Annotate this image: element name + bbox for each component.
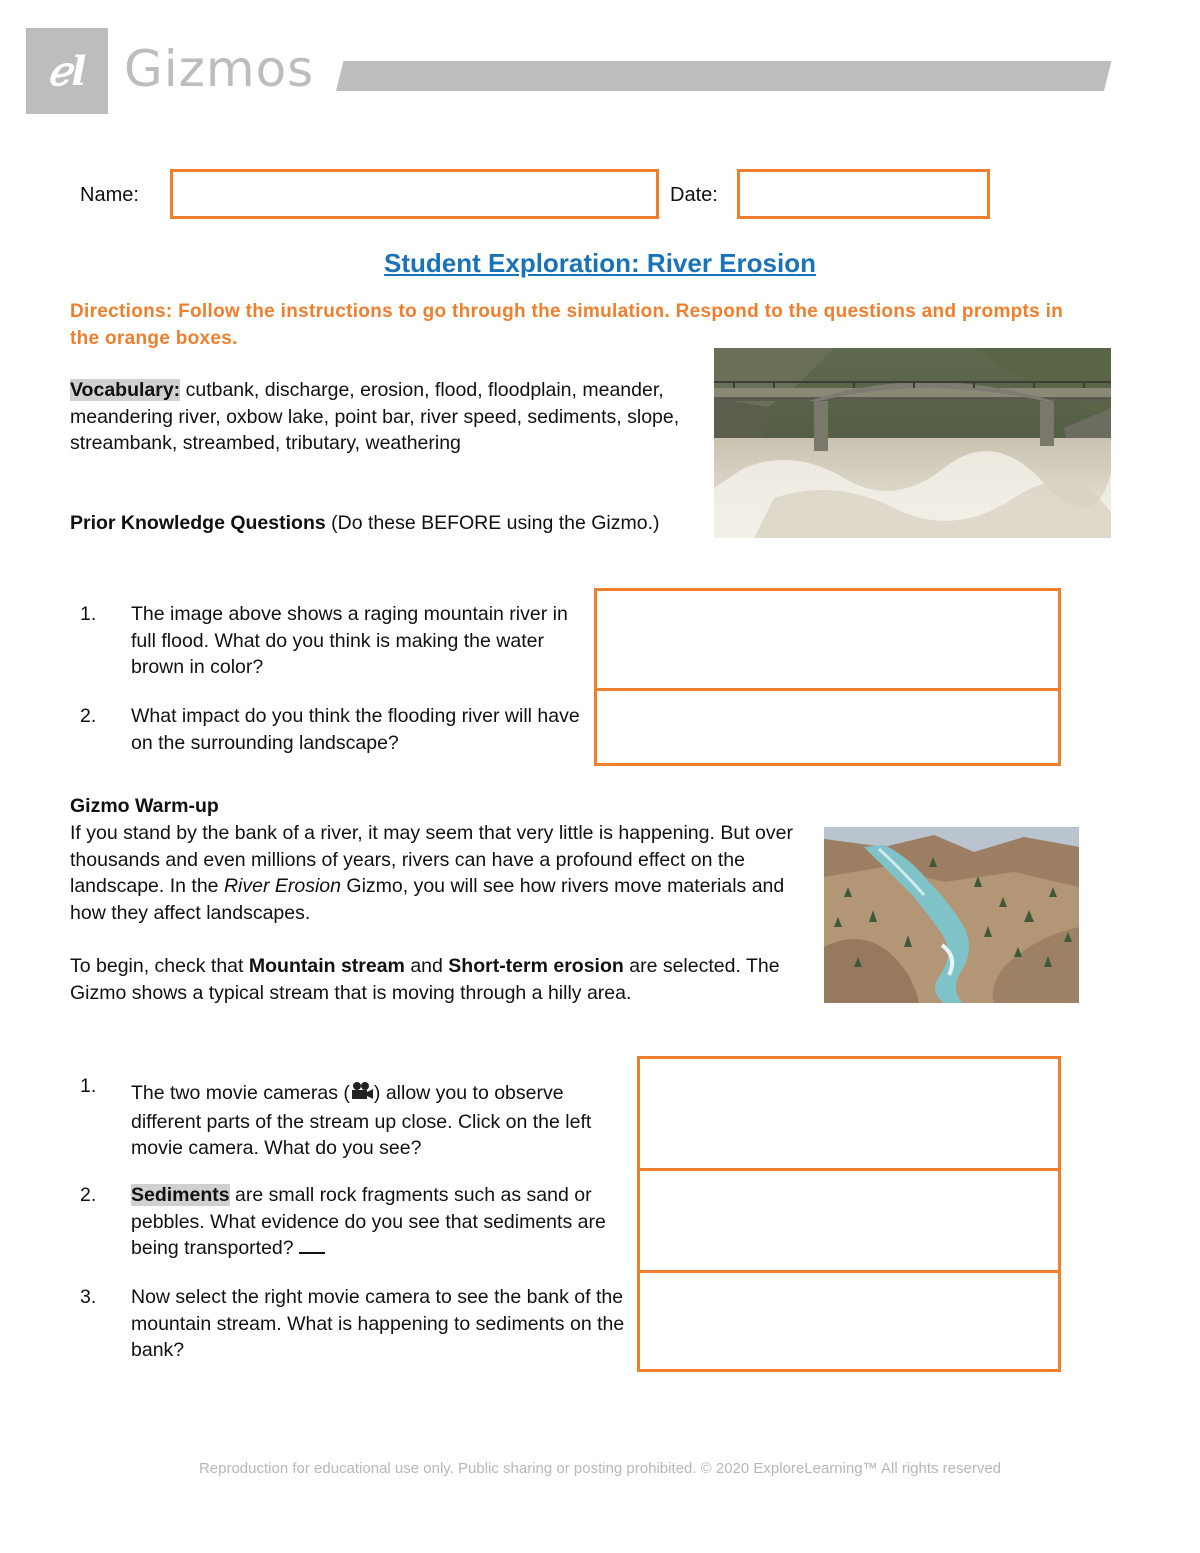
warmup-p2-bold-1: Mountain stream — [248, 955, 405, 977]
warmup-answer-1-box[interactable] — [637, 1056, 1061, 1172]
prior-knowledge-title: Prior Knowledge Questions — [70, 512, 326, 534]
warmup-p1-italic: River Erosion — [223, 875, 341, 897]
vocabulary-label: Vocabulary: — [70, 379, 181, 401]
explorelearning-logo-icon: ℯl — [47, 47, 87, 95]
warmup-question-3-text: Now select the right movie camera to see the bank of the mountain stream. What is happening to sediments on the bank? — [131, 1286, 625, 1361]
page-title: Student Exploration: River Erosion — [384, 248, 816, 278]
warmup-question-1-number: 1. — [80, 1075, 97, 1097]
mountain-stream-gizmo-image — [824, 827, 1079, 1003]
brand-name: Gizmos — [124, 40, 315, 98]
name-label: Name: — [80, 184, 139, 206]
warmup-p2-bold-2: Short-term erosion — [448, 955, 624, 977]
sediments-term: Sediments — [131, 1184, 230, 1206]
warmup-paragraph-1 — [70, 820, 800, 926]
warmup-p2-text-b: are selected. The Gizmo shows a typical stream that is moving through a hilly area. — [70, 955, 780, 1004]
pk-answer-2-box[interactable] — [594, 688, 1061, 766]
vocabulary-terms: cutbank, discharge, erosion, flood, floodplain, meander, meandering river, oxbow lake, point bar, river speed, sediments, slope, streambank, streambed, tributary, weathering — [70, 379, 680, 454]
flooding-river-bridge-photo — [714, 348, 1111, 538]
warmup-q2-text: are small rock fragments such as sand or pebbles. What evidence do you see that sediments are being transported? — [131, 1184, 606, 1259]
warmup-question-1-text — [131, 1080, 621, 1162]
answer-blank — [299, 1238, 325, 1254]
prior-knowledge-heading — [70, 510, 680, 537]
pk-answer-1-box[interactable] — [594, 588, 1061, 691]
footer-copyright: Reproduction for educational use only. Public sharing or posting prohibited. © 2020 ExploreLearning™ All rights reserved — [198, 1460, 1002, 1477]
prior-knowledge-note: (Do these BEFORE using the Gizmo.) — [325, 512, 660, 534]
warmup-q1-text-b: ) allow you to observe different parts of the stream up close. Click on the left movie camera. What do you see? — [131, 1082, 592, 1159]
pk-question-1-number: 1. — [80, 603, 97, 625]
warmup-p1-text-b: Gizmo, you will see how rivers move materials and how they affect landscapes. — [70, 875, 785, 924]
pk-question-2-text: What impact do you think the flooding river will have on the surrounding landscape? — [131, 705, 580, 754]
pk-question-1-text: The image above shows a raging mountain river in full flood. What do you think is making the water brown in color? — [131, 603, 568, 678]
warmup-heading: Gizmo Warm-up — [70, 795, 219, 817]
warmup-question-2-text — [131, 1182, 626, 1262]
warmup-question-2-number: 2. — [80, 1184, 97, 1206]
header-bar — [336, 61, 1111, 91]
warmup-paragraph-2 — [70, 953, 790, 1006]
warmup-question-3-number: 3. — [80, 1286, 97, 1308]
date-field[interactable] — [737, 169, 990, 219]
directions-text: Directions: Follow the instructions to go through the simulation. Respond to the questions and prompts in the orange boxes. — [70, 301, 1064, 349]
warmup-p2-text-mid: and — [404, 955, 449, 977]
vocabulary-paragraph — [70, 377, 685, 457]
warmup-p1-text-a: If you stand by the bank of a river, it may seem that very little is happening. But over thousands and even millions of years, rivers can have a profound effect on the landscape. In the — [70, 822, 793, 897]
name-field[interactable] — [170, 169, 659, 219]
movie-camera-icon — [350, 1081, 374, 1109]
warmup-p2-text-a: To begin, check that — [70, 955, 249, 977]
warmup-answer-2-box[interactable] — [637, 1168, 1061, 1274]
pk-question-2-number: 2. — [80, 705, 97, 727]
warmup-answer-3-box[interactable] — [637, 1270, 1061, 1372]
date-label: Date: — [670, 184, 718, 206]
warmup-q1-text-a: The two movie cameras ( — [131, 1082, 350, 1104]
logo — [26, 28, 108, 114]
